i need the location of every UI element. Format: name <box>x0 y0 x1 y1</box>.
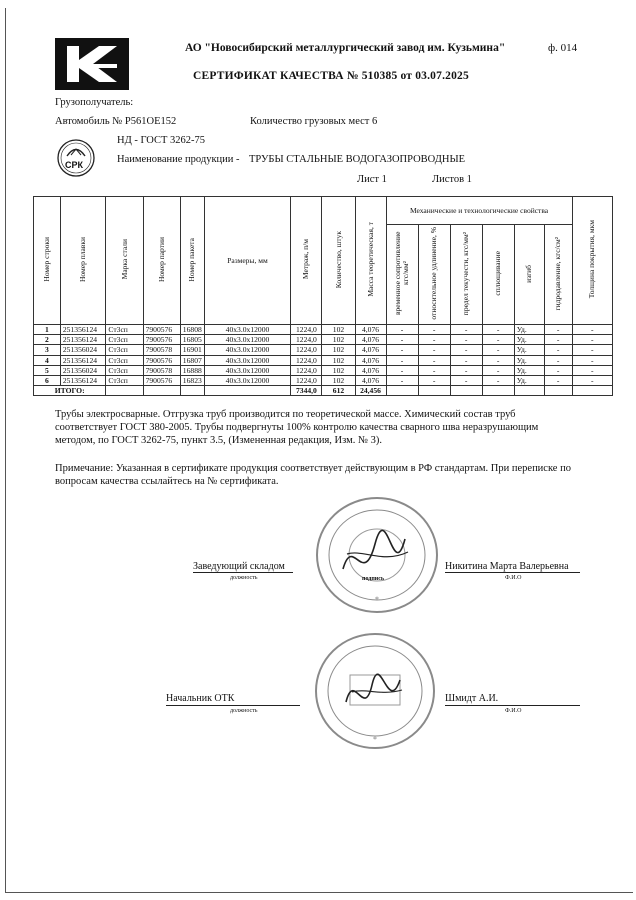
table-row <box>34 365 613 375</box>
cell-steel: Ст3сп <box>106 345 143 355</box>
cell-flattening: - <box>482 375 514 385</box>
cell-mass: 4,076 <box>355 335 386 345</box>
certificate-table <box>33 196 613 396</box>
cell-batch-no: 7900578 <box>143 365 180 375</box>
cell-flattening: - <box>482 345 514 355</box>
cell-batch-no: 7900578 <box>143 345 180 355</box>
table-row <box>34 375 613 385</box>
cell-meters: 1224,0 <box>291 365 322 375</box>
product-label: Наименование продукции - <box>117 154 240 165</box>
company-stamp <box>313 494 441 616</box>
otk-title: Начальник ОТК <box>166 693 235 704</box>
sheets-total: Листов 1 <box>432 174 472 185</box>
otk-name: Шмидт А.И. <box>445 693 499 704</box>
company-logo <box>55 38 129 90</box>
header-batch-no: Номер партии <box>143 197 180 325</box>
cell-coating: - <box>572 355 612 365</box>
cell-hydro: - <box>544 345 572 355</box>
header-mass: Масса теоретическая, т <box>355 197 386 325</box>
header-steel: Марка стали <box>106 197 143 325</box>
cell-coating: - <box>572 365 612 375</box>
vehicle-number: Автомобиль № Р561ОЕ152 <box>55 116 177 127</box>
otk-position-line <box>166 705 300 706</box>
cell-elongation: - <box>418 365 450 375</box>
cell-flattening: - <box>482 365 514 375</box>
cell-tensile: - <box>386 345 418 355</box>
cell-melt-no: 251356124 <box>60 325 105 335</box>
cell-pack-no: 16888 <box>180 365 204 375</box>
header-qty: Количество, штук <box>322 197 355 325</box>
cell-mass: 4,076 <box>355 365 386 375</box>
otk-stamp <box>312 630 438 752</box>
header-bend: изгиб <box>514 225 544 325</box>
cell-batch-no: 7900576 <box>143 375 180 385</box>
table-row <box>34 355 613 365</box>
table-row <box>34 325 613 335</box>
cell-meters: 1224,0 <box>291 325 322 335</box>
cell-sizes: 40х3.0х12000 <box>204 355 291 365</box>
table-row <box>34 335 613 345</box>
notes-remark: Примечание: Указанная в сертификате продукция соответствует действующим в РФ стандартам. При переписке по вопросам качества ссылайтесь на № сертификата. <box>55 463 571 487</box>
cell-yield: - <box>450 375 482 385</box>
page-border-bottom <box>5 892 633 893</box>
warehouse-name-caption: Ф.И.О <box>505 575 522 581</box>
cell-sizes: 40х3.0х12000 <box>204 335 291 345</box>
header-row-no: Номер строки <box>34 197 61 325</box>
table-row <box>34 345 613 355</box>
cell-melt-no: 251356124 <box>60 375 105 385</box>
cell-steel: Ст3сп <box>106 335 143 345</box>
cell-qty: 102 <box>322 365 355 375</box>
cell-pack-no: 16805 <box>180 335 204 345</box>
srk-emblem <box>56 138 96 178</box>
notes-paragraph: Трубы электросварные. Отгрузка труб производится по теоретической массе. Химический состав труб соответствует ГОСТ 380-2005. Трубы подвергнуты 100% контролю качества сварного шва неразрушающим методом, по ГОСТ 3262-75, пункт 3.5, (Измененная редакция, Изм. № 3). <box>55 409 539 446</box>
cell-meters: 1224,0 <box>291 335 322 345</box>
total-qty: 612 <box>322 386 355 396</box>
cell-hydro: - <box>544 365 572 375</box>
consignee-label: Грузополучатель: <box>55 97 134 108</box>
cell-qty: 102 <box>322 375 355 385</box>
svg-text:*: * <box>375 595 379 604</box>
form-number: ф. 014 <box>548 42 578 54</box>
cell-mass: 4,076 <box>355 325 386 335</box>
warehouse-title: Заведующий складом <box>193 561 285 572</box>
warehouse-name-line <box>445 572 580 573</box>
cell-row-no: 6 <box>34 375 61 385</box>
cargo-places: Количество грузовых мест 6 <box>250 116 378 127</box>
cell-steel: Ст3сп <box>106 365 143 375</box>
cell-bend: Уд. <box>514 355 544 365</box>
cell-meters: 1224,0 <box>291 345 322 355</box>
page-border-left <box>5 8 6 893</box>
company-name: АО "Новосибирский металлургический завод им. Кузьмина" <box>185 42 506 54</box>
cell-elongation: - <box>418 335 450 345</box>
otk-name-line <box>445 705 580 706</box>
header-hydro: гидродавление, кгс/см² <box>544 225 572 325</box>
cell-meters: 1224,0 <box>291 375 322 385</box>
cell-elongation: - <box>418 375 450 385</box>
total-label: ИТОГО: <box>34 386 106 396</box>
cell-bend: Уд. <box>514 365 544 375</box>
cell-elongation: - <box>418 325 450 335</box>
cell-sizes: 40х3.0х12000 <box>204 345 291 355</box>
cell-tensile: - <box>386 375 418 385</box>
cell-tensile: - <box>386 325 418 335</box>
cell-meters: 1224,0 <box>291 355 322 365</box>
header-coating: Толщина покрытия, мкм <box>572 197 612 325</box>
header-yield: предел текучести, кгс/мм² <box>450 225 482 325</box>
cell-yield: - <box>450 335 482 345</box>
cell-sizes: 40х3.0х12000 <box>204 375 291 385</box>
cell-melt-no: 251356024 <box>60 345 105 355</box>
cell-coating: - <box>572 345 612 355</box>
warehouse-position-caption: должность <box>230 575 258 581</box>
cell-melt-no: 251356024 <box>60 365 105 375</box>
srk-label: СРК <box>65 160 83 170</box>
cell-qty: 102 <box>322 345 355 355</box>
cell-bend: Уд. <box>514 345 544 355</box>
cell-elongation: - <box>418 355 450 365</box>
header-mech-group: Механические и технологические свойства <box>386 197 572 225</box>
cell-row-no: 5 <box>34 365 61 375</box>
total-row <box>34 386 613 396</box>
total-meters: 7344,0 <box>291 386 322 396</box>
header-melt-no: Номер плавки <box>60 197 105 325</box>
normative-document: НД - ГОСТ 3262-75 <box>117 135 206 146</box>
cell-sizes: 40х3.0х12000 <box>204 365 291 375</box>
cell-batch-no: 7900576 <box>143 335 180 345</box>
cell-tensile: - <box>386 365 418 375</box>
cell-pack-no: 16823 <box>180 375 204 385</box>
cell-qty: 102 <box>322 325 355 335</box>
cell-hydro: - <box>544 335 572 345</box>
sheet-number: Лист 1 <box>357 174 387 185</box>
warehouse-name: Никитина Марта Валерьевна <box>445 561 569 572</box>
otk-position-caption: должность <box>230 708 258 714</box>
cell-sizes: 40х3.0х12000 <box>204 325 291 335</box>
cell-coating: - <box>572 335 612 345</box>
cell-coating: - <box>572 375 612 385</box>
header-elongation: относительное удлинение, % <box>418 225 450 325</box>
cell-hydro: - <box>544 375 572 385</box>
cell-mass: 4,076 <box>355 345 386 355</box>
cell-yield: - <box>450 345 482 355</box>
cell-yield: - <box>450 365 482 375</box>
cell-steel: Ст3сп <box>106 375 143 385</box>
certificate-title: СЕРТИФИКАТ КАЧЕСТВА № 510385 от 03.07.2025 <box>193 70 469 82</box>
product-name: ТРУБЫ СТАЛЬНЫЕ ВОДОГАЗОПРОВОДНЫЕ <box>249 154 466 165</box>
cell-tensile: - <box>386 335 418 345</box>
cell-bend: Уд. <box>514 325 544 335</box>
cell-row-no: 4 <box>34 355 61 365</box>
cell-pack-no: 16807 <box>180 355 204 365</box>
cell-coating: - <box>572 325 612 335</box>
cell-qty: 102 <box>322 335 355 345</box>
cell-row-no: 3 <box>34 345 61 355</box>
svg-text:*: * <box>373 735 377 744</box>
cell-pack-no: 16901 <box>180 345 204 355</box>
cell-steel: Ст3сп <box>106 325 143 335</box>
cell-pack-no: 16808 <box>180 325 204 335</box>
cell-bend: Уд. <box>514 335 544 345</box>
cell-yield: - <box>450 355 482 365</box>
header-tensile: временное сопротивление кгс/мм² <box>386 225 418 325</box>
cell-tensile: - <box>386 355 418 365</box>
cell-qty: 102 <box>322 355 355 365</box>
cell-yield: - <box>450 325 482 335</box>
header-meters: Метраж, п/м <box>291 197 322 325</box>
cell-melt-no: 251356124 <box>60 335 105 345</box>
cell-melt-no: 251356124 <box>60 355 105 365</box>
otk-name-caption: Ф.И.О <box>505 708 522 714</box>
cell-flattening: - <box>482 335 514 345</box>
header-flattening: сплющивание <box>482 225 514 325</box>
cell-hydro: - <box>544 325 572 335</box>
header-pack-no: Номер пакета <box>180 197 204 325</box>
warehouse-position-line <box>193 572 293 573</box>
cell-steel: Ст3сп <box>106 355 143 365</box>
cell-bend: Уд. <box>514 375 544 385</box>
cell-row-no: 2 <box>34 335 61 345</box>
cell-hydro: - <box>544 355 572 365</box>
cell-row-no: 1 <box>34 325 61 335</box>
total-mass: 24,456 <box>355 386 386 396</box>
cell-mass: 4,076 <box>355 355 386 365</box>
cell-batch-no: 7900576 <box>143 325 180 335</box>
cell-elongation: - <box>418 345 450 355</box>
cell-mass: 4,076 <box>355 375 386 385</box>
signature-caption: подпись <box>362 576 385 582</box>
cell-flattening: - <box>482 355 514 365</box>
header-sizes: Размеры, мм <box>204 197 291 325</box>
cell-flattening: - <box>482 325 514 335</box>
cell-batch-no: 7900576 <box>143 355 180 365</box>
